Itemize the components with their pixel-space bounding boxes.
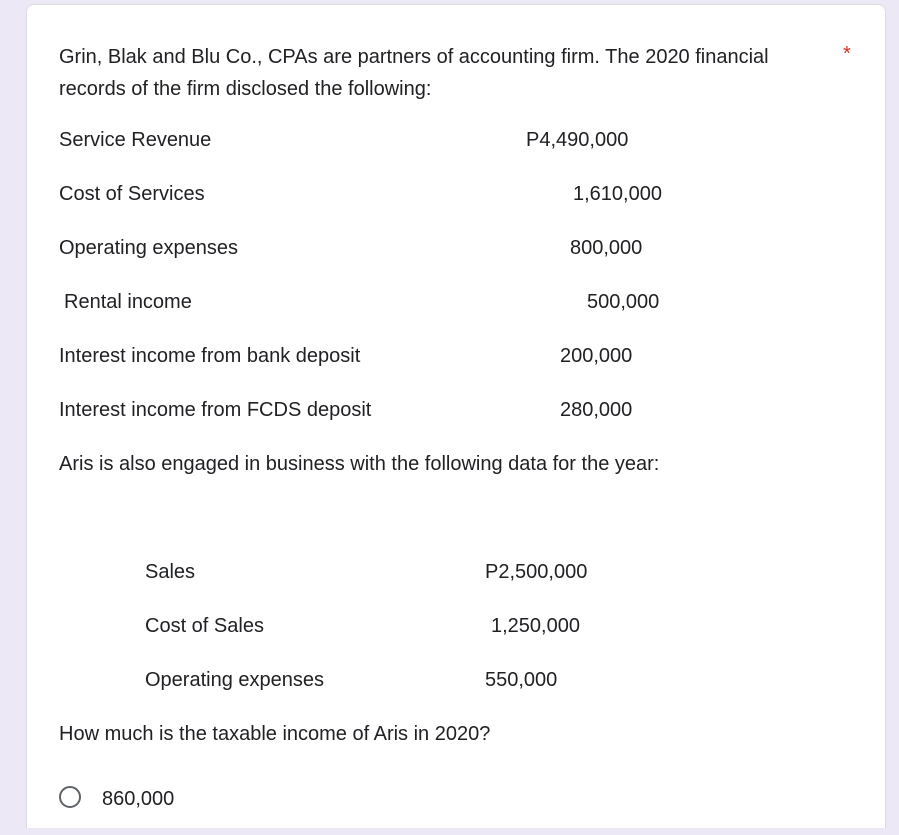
question-title: Grin, Blak and Blu Co., CPAs are partners of accounting firm. The 2020 financial records of the firm disclosed the following: <box>59 46 769 100</box>
firm-item-value: 280,000 <box>560 399 633 421</box>
firm-item-value: 800,000 <box>570 237 643 259</box>
aris-item-label: Sales <box>145 561 196 583</box>
option-radio[interactable] <box>59 786 81 808</box>
firm-item-label: Interest income from FCDS deposit <box>59 399 372 421</box>
aris-item-value: 1,250,000 <box>491 615 580 637</box>
firm-item-label: Service Revenue <box>59 129 212 151</box>
aris-intro: Aris is also engaged in business with the following data for the year: <box>59 453 660 475</box>
firm-item-value: 200,000 <box>560 345 633 367</box>
page-background-band <box>0 828 899 835</box>
firm-item-value: P4,490,000 <box>526 129 629 151</box>
firm-item-label: Interest income from bank deposit <box>59 345 361 367</box>
option-label[interactable]: 860,000 <box>102 788 175 810</box>
aris-item-label: Cost of Sales <box>145 615 264 637</box>
firm-item-label: Cost of Services <box>59 183 205 205</box>
aris-item-value: 550,000 <box>485 669 558 691</box>
firm-item-value: 1,610,000 <box>573 183 662 205</box>
question-card <box>26 4 886 828</box>
firm-item-label: Rental income <box>64 291 192 313</box>
firm-item-value: 500,000 <box>587 291 660 313</box>
aris-item-label: Operating expenses <box>145 669 325 691</box>
question-prompt: How much is the taxable income of Aris in 2020? <box>59 723 491 745</box>
aris-item-value: P2,500,000 <box>485 561 588 583</box>
required-asterisk: * <box>843 43 851 65</box>
firm-item-label: Operating expenses <box>59 237 239 259</box>
